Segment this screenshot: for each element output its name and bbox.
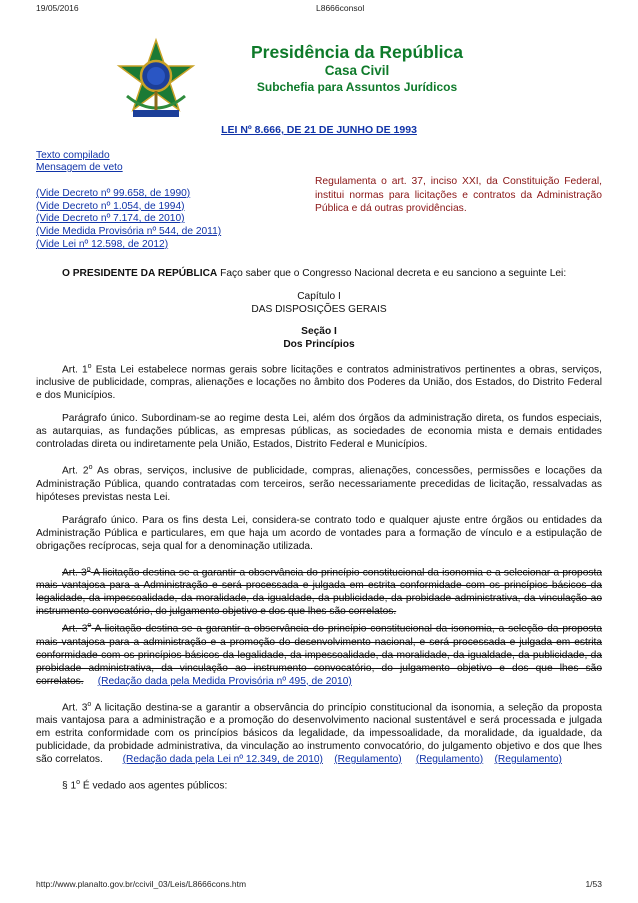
- print-date: 19/05/2016: [36, 3, 79, 13]
- regulamento-link[interactable]: (Regulamento): [494, 753, 562, 765]
- vide-link[interactable]: (Vide Lei nº 12.598, de 2012): [36, 238, 169, 250]
- chapter-name: DAS DISPOSIÇÕES GERAIS: [251, 304, 387, 315]
- law-title-link[interactable]: LEI Nº 8.666, DE 21 DE JUNHO DE 1993: [221, 124, 417, 136]
- source-url: http://www.planalto.gov.br/ccivil_03/Leis/L8666cons.htm: [36, 879, 247, 889]
- article-1-paragraph: Parágrafo único. Subordinam-se ao regime desta Lei, além dos órgãos da administração direta, os fundos especiais, as autarquias, as fundações públicas, as empresas públicas, as sociedades de economia mista e demais entidades controladas direta ou indiretamente pela União, Estados, Distrito Federal e Municípios.: [36, 413, 602, 451]
- lei-12349-link[interactable]: (Redação dada pela Lei nº 12.349, de 2010): [122, 753, 323, 765]
- law-summary: Regulamenta o art. 37, inciso XXI, da Constituição Federal, institui normas para licitações e contratos da Administração Pública e dá outras providências.: [315, 176, 602, 214]
- article-3-revoked-original: Art. 3$^o$ A licitação destina-se a garantir a observância do princípio constitucional da isonomia e a selecionar a proposta mais vantajosa para a Administração e será processada e julgada em estrita conformidade com os princípios básicos da legalidade, da impessoalidade, da moralidade, da igualdade, da publicidade, da probidade administrativa, da vinculação ao instrumento convocatório, do julgamento objetivo e dos que lhes são correlatos.: [36, 565, 602, 618]
- page-number: 1/53: [585, 879, 602, 889]
- article-3-revoked-amendment: Art. 3$^o$ A licitação destina-se a garantir a observância do princípio constitucional da isonomia, a seleção da proposta mais vantajosa para a administração e a promoção do desenvolvimento nacional, e será processada e julgada em estrita conformidade com os princípios básicos da legalidade, da impessoalidade, da moralidade, da igualdade, da publicidade, da probidade administrativa, da vinculação ao instrumento convocatório, do julgamento objetivo e dos que lhes são correlatos. (Redação dada pela Medida Provisória nº 495, de 2010): [36, 622, 602, 687]
- texto-compilado-link[interactable]: Texto compilado: [36, 150, 110, 161]
- law-title: [0, 124, 638, 136]
- article-2-paragraph: Parágrafo único. Para os fins desta Lei, considera-se contrato todo e qualquer ajuste entre órgãos ou entidades da Administração Pública e particulares, em que haja um acordo de vontades para a formação de vínculo e a estipulação de obrigações recíprocas, seja qual for a denominação utilizada.: [36, 514, 602, 552]
- coat-of-arms-icon: [113, 36, 199, 122]
- casa-civil-title: Casa Civil: [324, 63, 390, 78]
- page-header: [36, 3, 602, 15]
- chapter-number: Capítulo I: [297, 291, 341, 302]
- law-body: [36, 267, 602, 802]
- article-2: Art. 2$^o$ As obras, serviços, inclusive de publicidade, compras, alienações, concessões, permissões e locações da Administração Pública, quando contratadas com terceiros, serão necessariamente precedidas de licitação, ressalvadas as hipóteses previstas nesta Lei.: [36, 464, 602, 503]
- page-footer: [36, 879, 602, 891]
- article-3: Art. 3$^o$ A licitação destina-se a garantir a observância do princípio constitucional da isonomia, a seleção da proposta mais vantajosa para a administração e a promoção do desenvolvimento nacional sustentável e será processada e julgada em estrita conformidade com os princípios básicos da legalidade, da impessoalidade, da moralidade, da igualdade, da publicidade, da probidade administrativa, da vinculação ao instrumento convocatório, do julgamento objetivo e dos que lhes são correlatos. (Redação dada pela Lei nº 12.349, de 2010) (Regulamento) (Regulamento) (Regulamento): [36, 700, 602, 765]
- institution-heading: [232, 42, 482, 95]
- regulamento-link[interactable]: (Regulamento): [415, 753, 484, 765]
- vide-links: [36, 188, 221, 252]
- vide-link[interactable]: (Vide Decreto nº 99.658, de 1990): [36, 188, 191, 199]
- article-1: Art. 1$^o$ Esta Lei estabelece normas gerais sobre licitações e contratos administrativos pertinentes a obras, serviços, inclusive de publicidade, compras, alienações e locações no âmbito dos Poderes da União, dos Estados, do Distrito Federal e dos Municípios.: [36, 363, 602, 402]
- vide-link[interactable]: (Vide Medida Provisória nº 544, de 2011): [36, 226, 222, 238]
- vide-link[interactable]: (Vide Decreto nº 7.174, de 2010): [36, 213, 185, 225]
- top-links: [36, 150, 123, 174]
- vide-link[interactable]: (Vide Decreto nº 1.054, de 1994): [36, 200, 185, 212]
- preamble-text: Faço saber que o Congresso Nacional decreta e eu sanciono a seguinte Lei:: [217, 268, 567, 279]
- preamble: [36, 267, 602, 280]
- presidency-title: Presidência da República: [250, 42, 464, 62]
- section-heading: [36, 325, 602, 351]
- section-number: Seção I: [301, 326, 337, 337]
- chapter-heading: [36, 290, 602, 316]
- mensagem-veto-link[interactable]: Mensagem de veto: [36, 162, 123, 173]
- regulamento-link[interactable]: (Regulamento): [334, 753, 402, 765]
- subchefia-title: Subchefia para Assuntos Jurídicos: [256, 80, 458, 94]
- document-name: L8666consol: [316, 3, 365, 13]
- section-name: Dos Princípios: [283, 339, 355, 350]
- mp-495-link[interactable]: (Redação dada pela Medida Provisória nº 495, de 2010): [97, 675, 352, 687]
- preamble-president: O PRESIDENTE DA REPÚBLICA: [62, 268, 218, 279]
- article-3-paragraph-1: § 1$^o$ É vedado aos agentes públicos:: [62, 778, 228, 792]
